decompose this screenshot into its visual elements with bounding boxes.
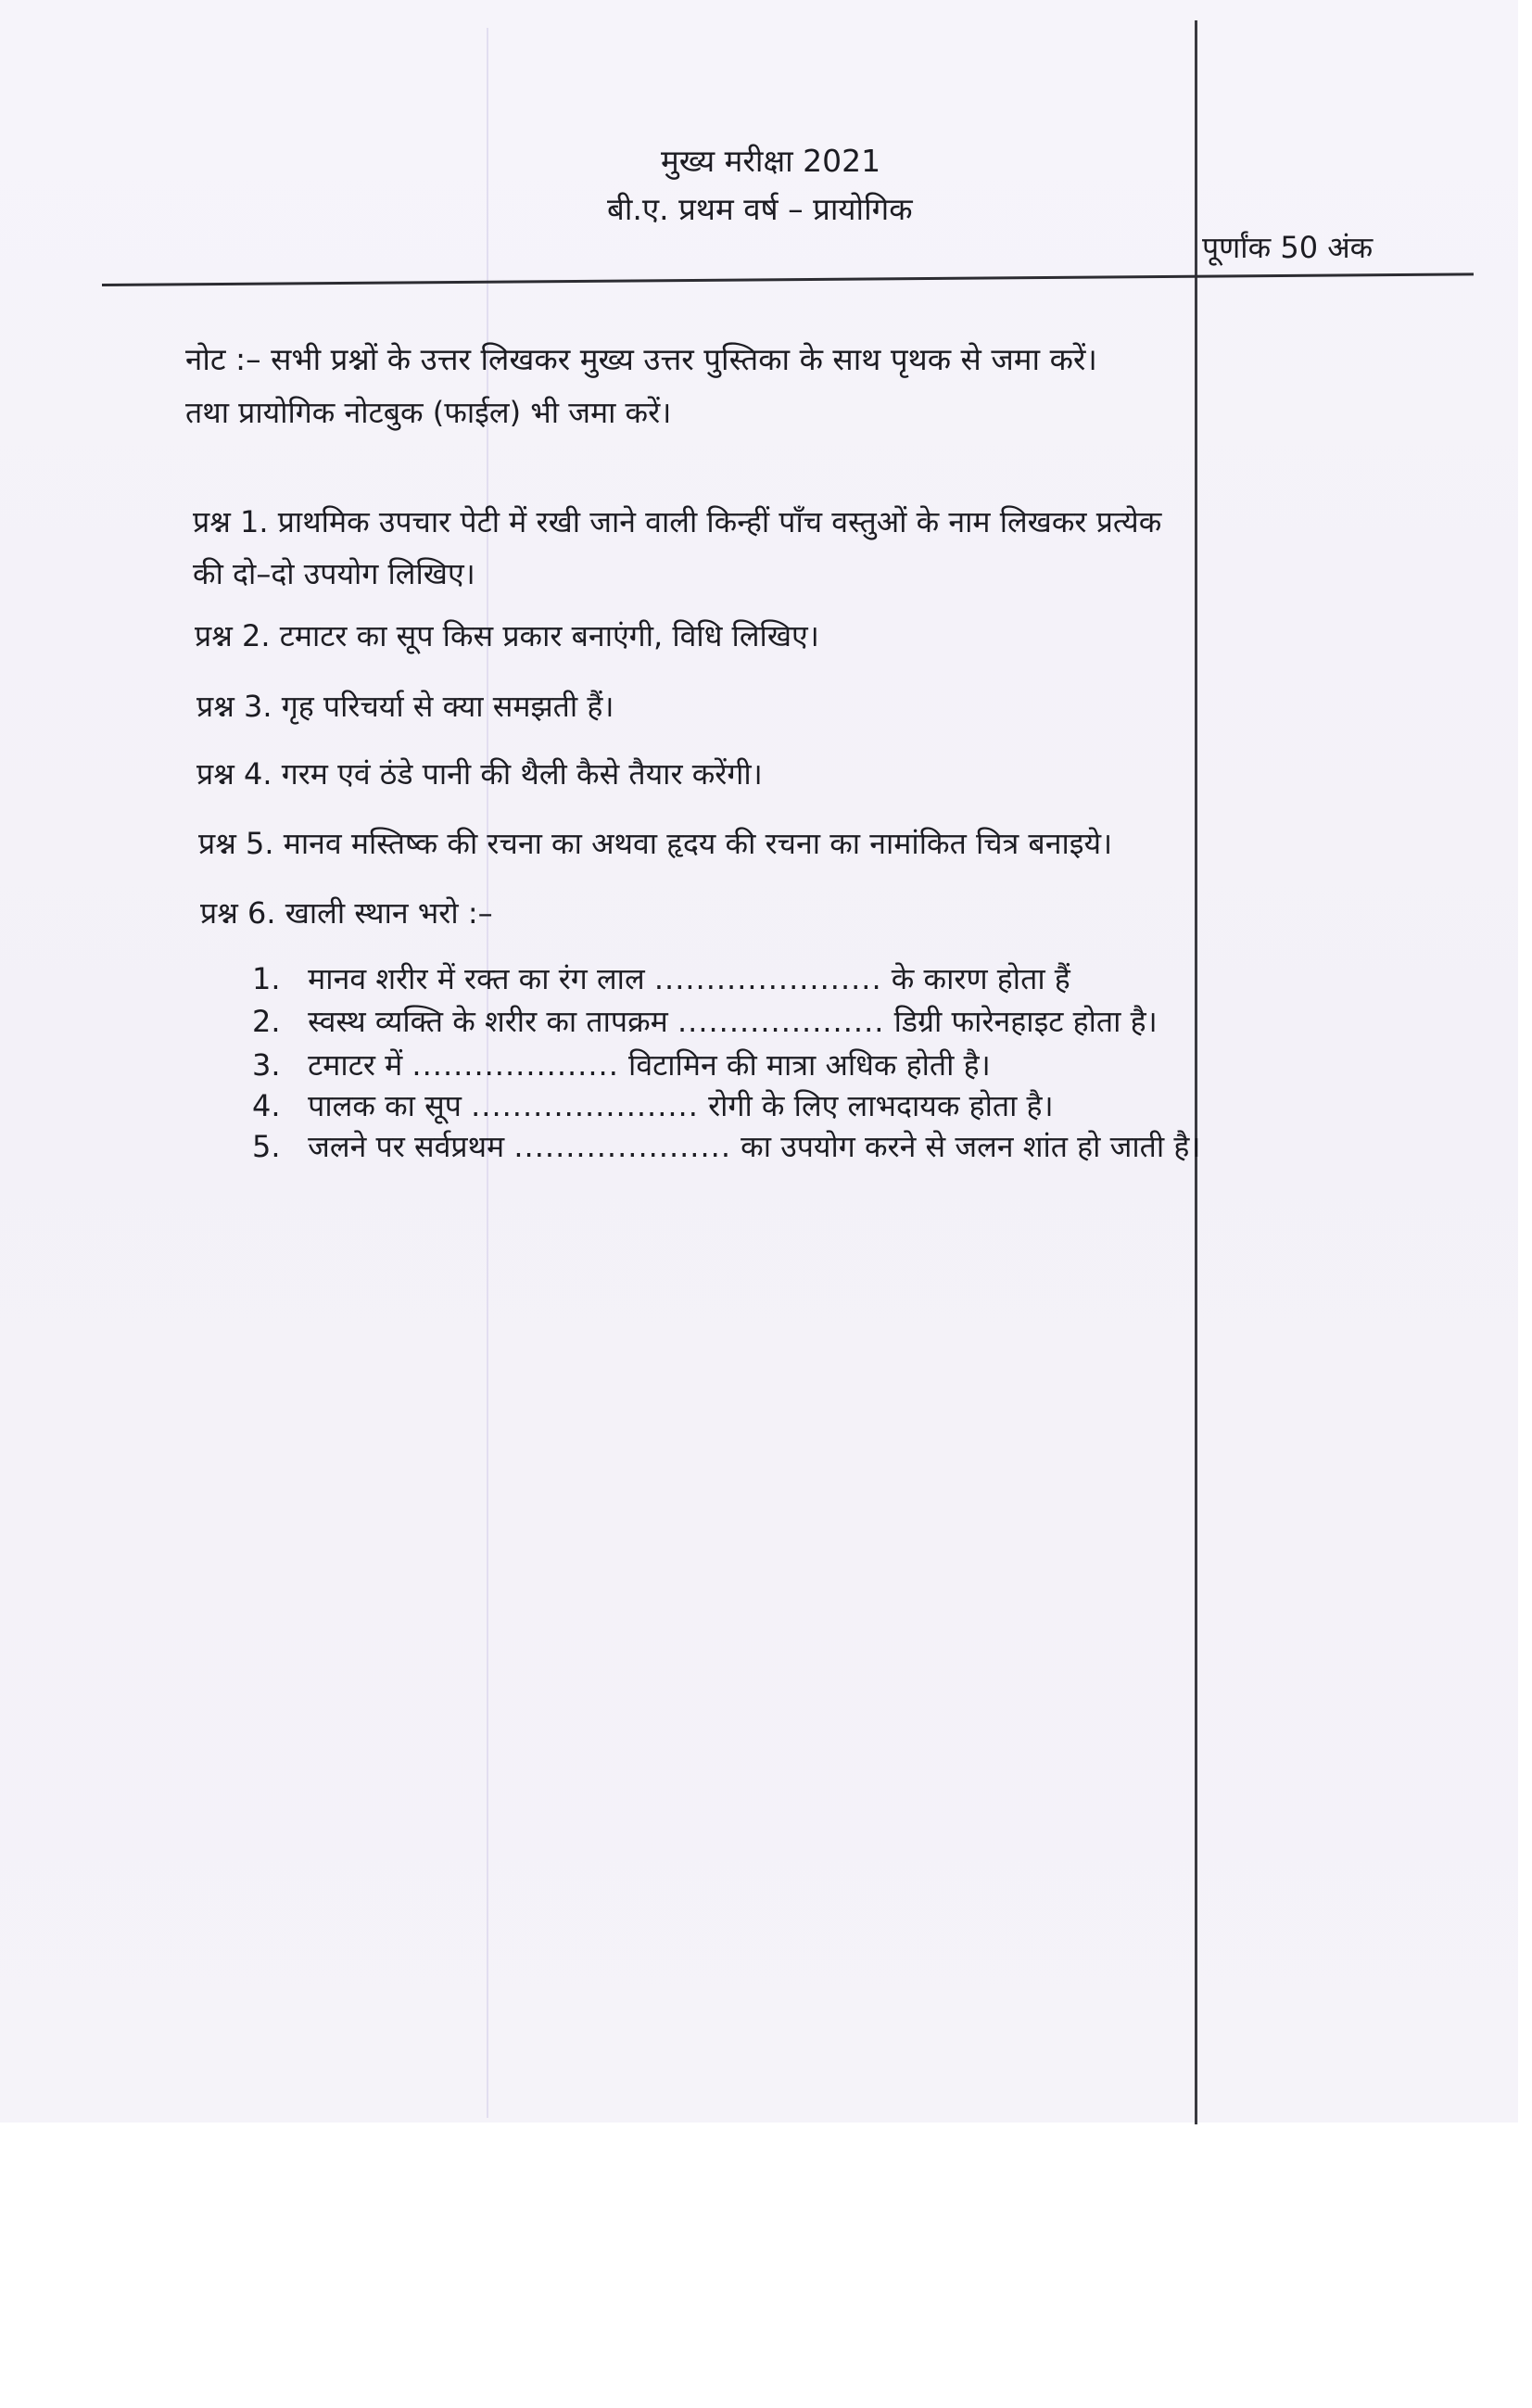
blank-item (252, 1129, 1200, 1164)
question-1-line-2: की दो–दो उपयोग लिखिए। (193, 556, 475, 591)
question-1-line-1: प्रश्न 1. प्राथमिक उपचार पेटी में रखी जाने वाली किन्हीं पाँच वस्तुओं के नाम लिखकर प्रत्येक (193, 504, 1162, 539)
item-text-after: विटामिन की मात्रा अधिक होती है। (628, 1047, 991, 1083)
question-5: प्रश्न 5. मानव मस्तिष्क की रचना का अथवा हृदय की रचना का नामांकित चित्र बनाइये। (198, 826, 1113, 861)
item-number: 4. (252, 1088, 281, 1123)
item-text-after: रोगी के लिए लाभदायक होता है। (708, 1088, 1054, 1123)
blank-dots: ..................... (513, 1129, 731, 1164)
question-2: प्रश्न 2. टमाटर का सूप किस प्रकार बनाएंगी, विधि लिखिए। (195, 618, 819, 653)
item-text-after: का उपयोग करने से जलन शांत हो जाती है। (741, 1129, 1201, 1164)
item-number: 3. (252, 1047, 281, 1083)
item-number: 1. (252, 961, 281, 996)
item-text-after: के कारण होता हैं (891, 961, 1070, 996)
item-number: 2. (252, 1004, 281, 1039)
margin-line (1195, 20, 1197, 2124)
item-text-before: स्वस्थ व्यक्ति के शरीर का तापक्रम (308, 1004, 668, 1039)
blank-item (252, 1047, 991, 1083)
item-text-before: जलने पर सर्वप्रथम (308, 1129, 505, 1164)
item-text-before: मानव शरीर में रक्त का रंग लाल (308, 961, 645, 996)
blank-item (252, 1004, 1158, 1039)
question-4: प्रश्न 4. गरम एवं ठंडे पानी की थैली कैसे तैयार करेंगी। (196, 756, 763, 792)
exam-title: मुख्य मरीक्षा 2021 (661, 143, 881, 179)
course-title: बी.ए. प्रथम वर्ष – प्रायोगिक (607, 191, 913, 227)
max-marks: पूर्णांक 50 अंक (1202, 230, 1374, 265)
blank-item (252, 961, 1070, 996)
note-line-2: तथा प्रायोगिक नोटबुक (फाईल) भी जमा करें। (185, 395, 672, 430)
item-text-before: पालक का सूप (308, 1088, 462, 1123)
blank-item (252, 1088, 1054, 1123)
note-line-1: नोट :– सभी प्रश्नों के उत्तर लिखकर मुख्य उत्तर पुस्तिका के साथ पृथक से जमा करें। (185, 341, 1097, 377)
item-text-before: टमाटर में (308, 1047, 403, 1083)
blank-dots: .................... (677, 1004, 885, 1039)
blank-dots: ...................... (653, 961, 882, 996)
item-text-after: डिग्री फारेनहाइट होता है। (893, 1004, 1158, 1039)
question-3: प्रश्न 3. गृह परिचर्या से क्या समझती हैं। (196, 689, 614, 724)
blank-dots: ...................... (471, 1088, 699, 1123)
question-6: प्रश्न 6. खाली स्थान भरो :– (200, 895, 493, 931)
blank-dots: .................... (411, 1047, 619, 1083)
item-number: 5. (252, 1129, 281, 1164)
